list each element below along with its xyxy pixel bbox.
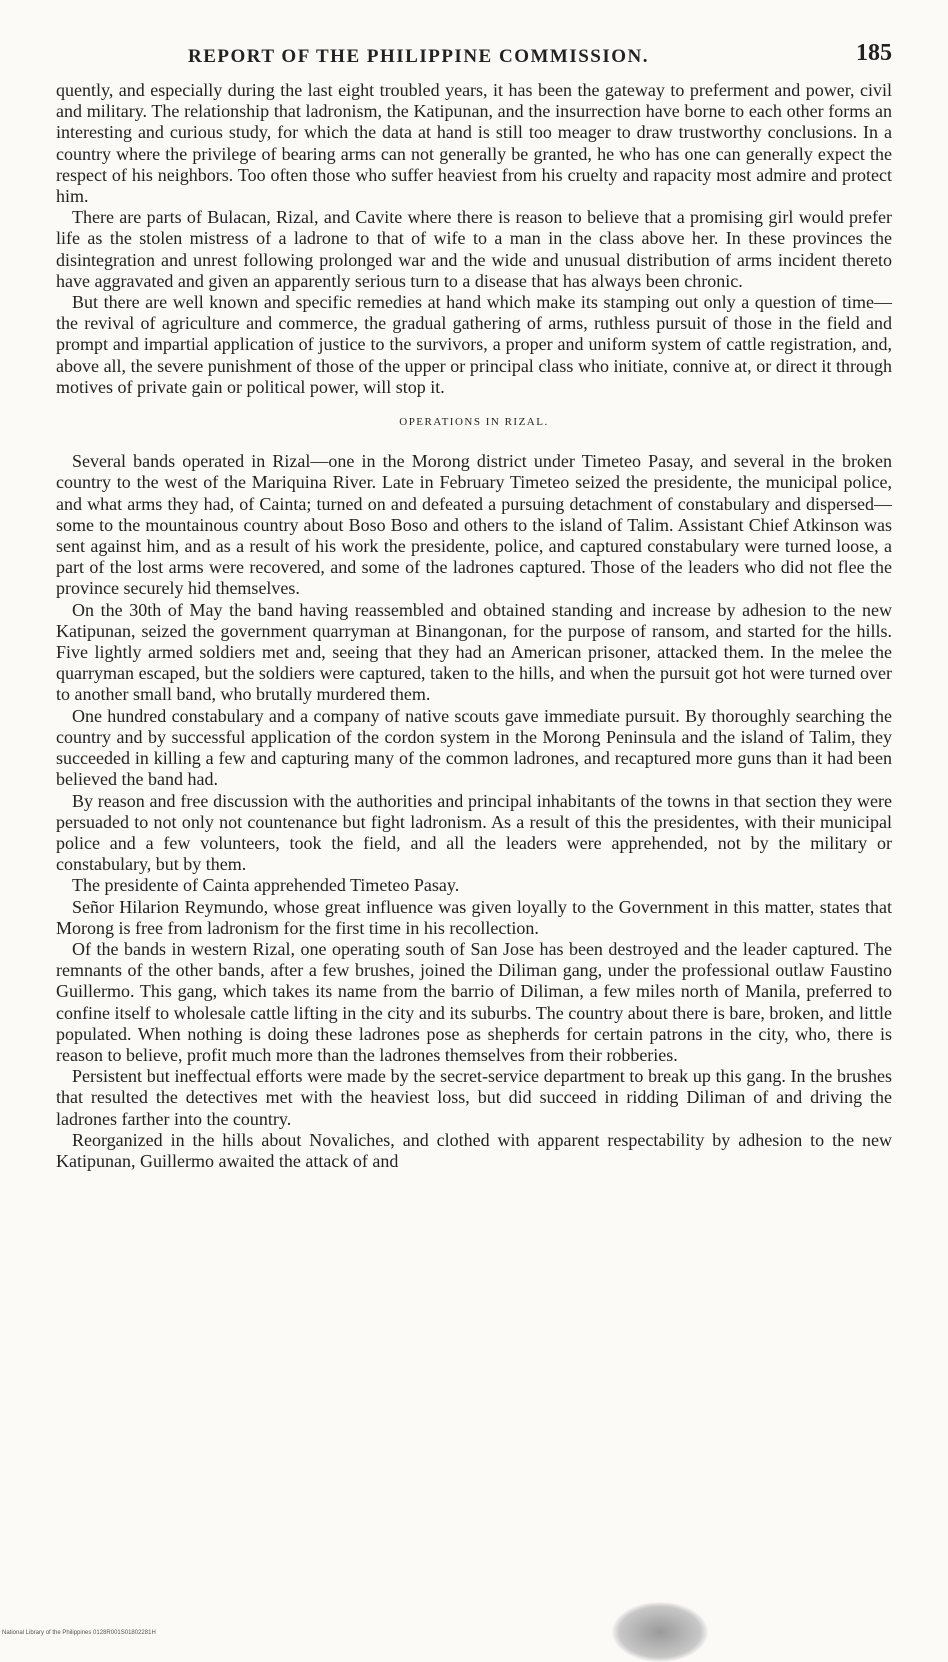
paragraph: On the 30th of May the band having reassembled and obtained standing and increase by adhesion to the new Katipunan, seized the government quarryman at Binangonan, for the purpose of ransom, and started for the hills. Five lightly armed soldiers met and, seeing that they had an American prisoner, attacked them. In the melee the quarryman escaped, but the soldiers were captured, taken to the hills, and when the pursuit got hot were turned over to another small band, who brutally murdered them. — [56, 599, 892, 705]
paragraph: Señor Hilarion Reymundo, whose great influence was given loyally to the Government in this matter, states that Morong is free from ladronism for the first time in his recollection. — [56, 896, 892, 938]
paragraph: Reorganized in the hills about Novaliches, and clothed with apparent respectability by adhesion to the new Katipunan, Guillermo awaited the attack of and — [56, 1129, 892, 1171]
scan-footer-note: National Library of the Philippines 0128R001S01802281H — [2, 1630, 156, 1636]
paragraph: Persistent but ineffectual efforts were made by the secret-service department to break up this gang. In the brushes that resulted the detectives met with the heaviest loss, but did succeed in ridding Diliman of and driving the ladrones farther into the country. — [56, 1066, 892, 1129]
paragraph: Several bands operated in Rizal—one in the Morong district under Timeteo Pasay, and several in the broken country to the west of the Mariquina River. Late in February Timeteo seized the presidente, the municipal police, and what arms they had, of Cainta; turned on and defeated a pursuing detachment of constabulary and dispersed—some to the mountainous country about Boso Boso and others to the island of Talim. Assistant Chief Atkinson was sent against him, and as a result of his work the presidente, police, and captured constabulary were turned loose, a part of the lost arms were recovered, and some of the ladrones captured. Those of the leaders who did not flee the province securely hid themselves. — [56, 451, 892, 599]
document-page — [56, 40, 892, 1172]
section-heading: OPERATIONS IN RIZAL. — [399, 416, 549, 429]
page-header — [56, 40, 892, 80]
paragraph: One hundred constabulary and a company of native scouts gave immediate pursuit. By thoroughly searching the country and by successful application of the cordon system in the Morong Peninsula and the island of Talim, they succeeded in killing a few and capturing many of the common ladrones, and recaptured more guns than it had been believed the band had. — [56, 705, 892, 790]
paragraph: The presidente of Cainta apprehended Timeteo Pasay. — [72, 875, 460, 896]
paragraph: By reason and free discussion with the authorities and principal inhabitants of the towns in that section they were persuaded to not only not countenance but fight ladronism. As a result of this the presidentes, with their municipal police and a few volunteers, took the field, and all the leaders were apprehended, not by the military or constabulary, but by them. — [56, 790, 892, 875]
paragraph: There are parts of Bulacan, Rizal, and Cavite where there is reason to believe that a promising girl would prefer life as the stolen mistress of a ladrone to that of wife to a man in the class above her. In these provinces the disintegration and unrest following prolonged war and the wide and unusual distribution of arms incident thereto have aggravated and given an apparently serious turn to a disease that has always been chronic. — [56, 207, 892, 291]
paragraph: Of the bands in western Rizal, one operating south of San Jose has been destroyed and the leader captured. The remnants of the other bands, after a few brushes, joined the Diliman gang, under the professional outlaw Faustino Guillermo. This gang, which takes its name from the barrio of Diliman, a few miles north of Manila, preferred to confine itself to wholesale cattle lifting in the city and its suburbs. The country about there is bare, broken, and little populated. When nothing is doing these ladrones pose as shepherds for certain patrons in the city, who, there is reason to believe, profit much more than the ladrones themselves from their robberies. — [56, 938, 892, 1065]
scan-thumb-shadow — [612, 1602, 708, 1662]
paragraph: quently, and especially during the last eight troubled years, it has been the gateway to preferment and power, civil and military. The relationship that ladronism, the Katipunan, and the insurrection have borne to each other forms an interesting and curious study, for which the data at hand is still too meager to draw trustworthy conclusions. In a country where the privilege of bearing arms can not generally be granted, he who has one can generally expect the respect of his neighbors. Too often those who suffer heaviest from his cruelty and rapacity most admire and protect him. — [56, 80, 892, 207]
body-text — [56, 80, 892, 1172]
paragraph: But there are well known and specific remedies at hand which make its stamping out only a question of time—the revival of agriculture and commerce, the gradual gathering of arms, ruthless pursuit of those in the field and prompt and impartial application of justice to the survivors, a proper and uniform system of cattle registration, and, above all, the severe punishment of those of the upper or principal class who initiate, connive at, or direct it through motives of private gain or political power, will stop it. — [56, 292, 892, 397]
page-number: 185 — [856, 40, 892, 66]
running-head: REPORT OF THE PHILIPPINE COMMISSION. — [188, 46, 650, 67]
